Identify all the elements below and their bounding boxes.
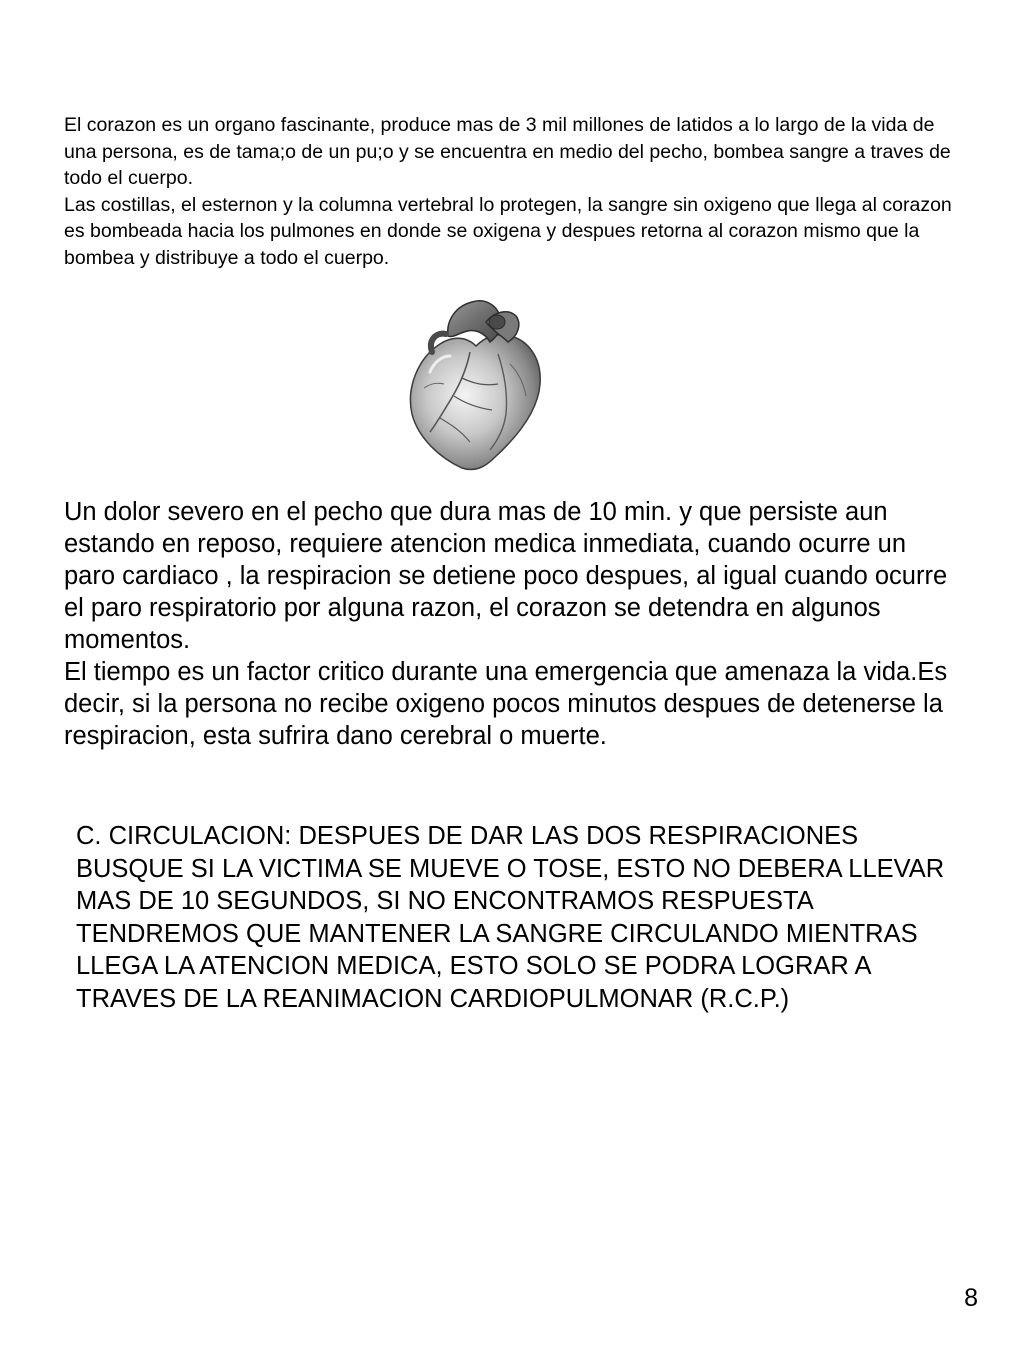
page-number: 8	[964, 1284, 978, 1312]
heart-icon	[400, 292, 548, 472]
heart-illustration	[400, 292, 548, 472]
chest-pain-text-block	[64, 496, 964, 752]
intro-text-block	[64, 112, 964, 271]
intro-paragraph-heart-facts: El corazon es un organo fascinante, produce mas de 3 mil millones de latidos a lo largo de la vida de una persona, es de tama;o de un pu;o y se encuentra en medio del pecho, bombea sangre a traves de todo el cuerpo.	[64, 114, 951, 189]
intro-paragraph-heart-protection: Las costillas, el esternon y la columna vertebral lo protegen, la sangre sin oxigeno que llega al corazon es bombeada hacia los pulmones en donde se oxigena y despues retorna al corazon mismo que la bombea y distribuye a todo el cuerpo.	[64, 193, 952, 269]
circulation-paragraph: C. CIRCULACION: DESPUES DE DAR LAS DOS RESPIRACIONES BUSQUE SI LA VICTIMA SE MUEVE O TOSE, ESTO NO DEBERA LLEVAR MAS DE 10 SEGUNDOS, SI NO ENCONTRAMOS RESPUESTA TENDREMOS QUE MANTENER LA SANGRE CIRCULANDO MIENTRAS LLEGA LA ATENCION MEDICA, ESTO SOLO SE PODRA LOGRAR A TRAVES DE LA REANIMACION CARDIOPULMONAR (R.C.P.)	[76, 822, 945, 1013]
chest-pain-paragraph: Un dolor severo en el pecho que dura mas de 10 min. y que persiste aun estando en reposo, requiere atencion medica inmediata, cuando ocurre un paro cardiaco , la respiracion se detiene poco despues, al igual cuando ocurre el paro respiratorio por alguna razon, el corazon se detendra en algunos momentos.	[64, 498, 948, 654]
circulation-section	[76, 820, 956, 1015]
time-critical-paragraph: El tiempo es un factor critico durante una emergencia que amenaza la vida.Es decir, si la persona no recibe oxigeno pocos minutos despues de detenerse la respiracion, esta sufrira dano cerebral o muerte.	[64, 658, 948, 750]
